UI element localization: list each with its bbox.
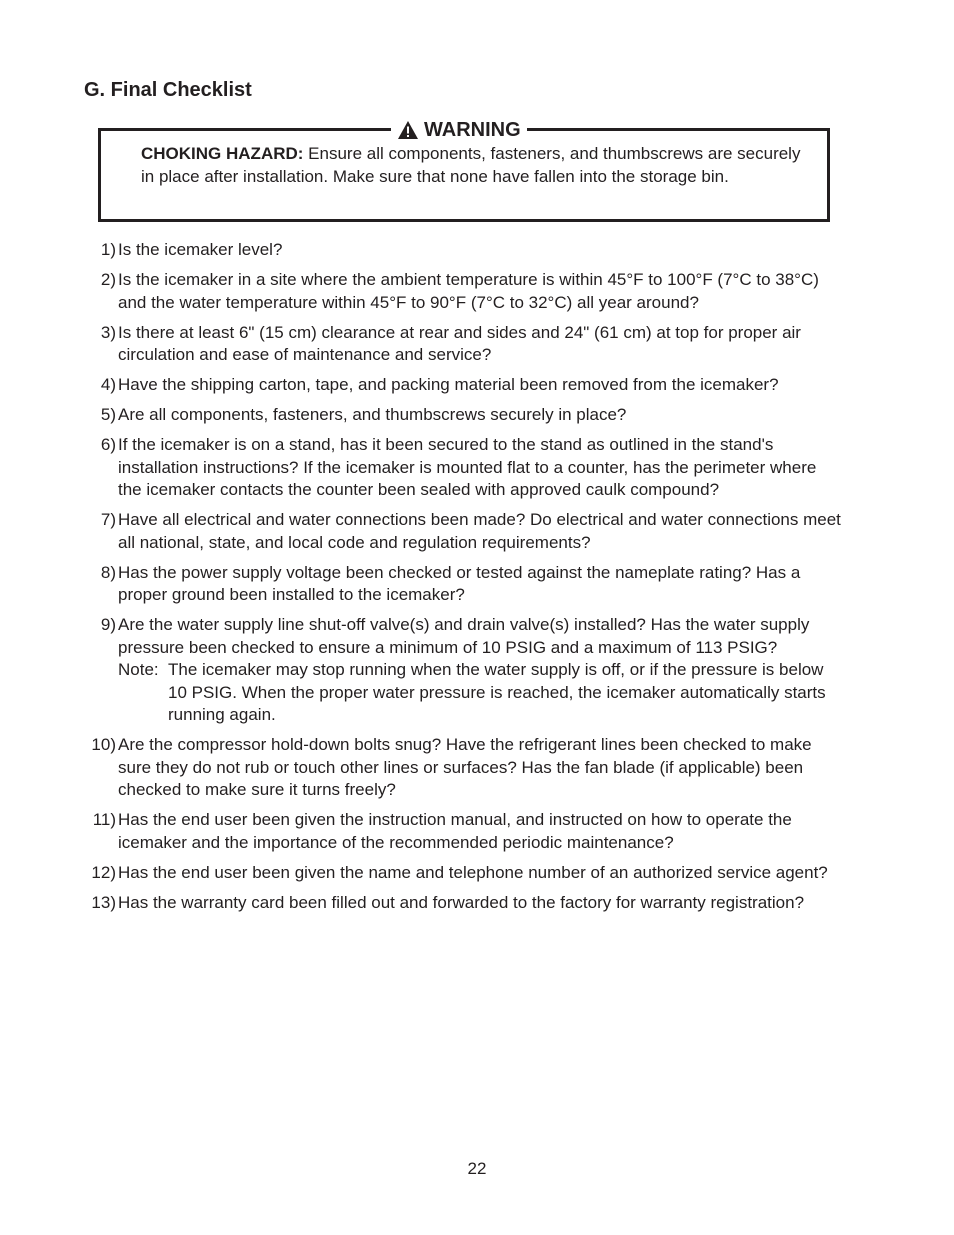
item-number: 3) [100,322,116,342]
checklist-item [84,892,844,915]
hazard-label: CHOKING HAZARD: [141,144,304,163]
item-number: 9) [100,615,116,634]
checklist-item [84,404,844,427]
item-number: 12) [91,862,116,882]
note-label: Note: [118,660,159,679]
item-number: 1) [100,240,116,259]
item-text: Have all electrical and water connections been made? Do electrical and water connections meet all national, state, and local code and regulation requirements? [118,510,841,552]
item-text: Is there at least 6" (15 cm) clearance at rear and sides and 24" (61 cm) at top for proper air circulation and ease of maintenance and service? [118,322,801,364]
checklist-item [84,734,844,802]
note-text: The icemaker may stop running when the water supply is off, or if the pressure is below 10 PSIG. When the proper water pressure is reached, the icemaker automatically starts running again. [168,660,826,724]
checklist-item [84,239,844,262]
checklist-item [84,509,844,554]
section-title: G. Final Checklist [84,79,252,101]
item-number: 7) [100,510,116,529]
item-number: 8) [100,562,116,582]
warning-box [98,119,830,222]
item-text: Have the shipping carton, tape, and packing material been removed from the icemaker? [118,375,779,394]
item-text: Are the water supply line shut-off valve(s) and drain valve(s) installed? Has the water supply pressure been checked to ensure a minimum of 10 PSIG and a maximum of 113 PSIG? [118,615,810,657]
item-number: 2) [100,270,116,289]
checklist-item [84,374,844,397]
item-text: Has the end user been given the instruction manual, and instructed on how to operate the icemaker and the importance of the recommended periodic maintenance? [118,810,792,852]
item-number: 6) [100,435,116,454]
item-number: 13) [91,892,116,912]
checklist-item [84,269,844,314]
warning-text [141,143,811,188]
checklist-item [84,809,844,854]
checklist-item [84,862,844,885]
item-text: Is the icemaker in a site where the ambient temperature is within 45°F to 100°F (7°C to 38°C) and the water temperature within 45°F to 90°F (7°C to 32°C) all year around? [118,270,819,312]
page-number: 22 [467,1159,487,1178]
final-checklist [84,239,844,922]
checklist-item [84,434,844,502]
checklist-item [84,562,844,607]
item-text: Are all components, fasteners, and thumbscrews securely in place? [118,405,627,424]
item-text: Has the end user been given the name and telephone number of an authorized service agent? [118,862,828,882]
item-text: Has the warranty card been filled out and forwarded to the factory for warranty registration? [118,892,805,912]
item-number: 10) [91,735,116,754]
item-text: Is the icemaker level? [118,240,283,259]
item-text: Has the power supply voltage been checked or tested against the nameplate rating? Has a proper ground been installed to the icemaker? [118,562,801,604]
hazard-description: Ensure all components, fasteners, and thumbscrews are securely in place after installation. Make sure that none have fallen into the storage bin. [141,144,801,186]
warning-title: WARNING [424,119,521,141]
item-number: 4) [100,375,116,394]
warning-triangle-icon [397,120,419,140]
warning-header [391,118,527,142]
item-text: If the icemaker is on a stand, has it been secured to the stand as outlined in the stand's installation instructions? If the icemaker is mounted flat to a counter, has the perimeter where the icemaker contacts the counter been sealed with approved caulk compound? [118,435,817,499]
checklist-item [84,322,844,367]
item-text: Are the compressor hold-down bolts snug? Have the refrigerant lines been checked to make sure they do not rub or touch other lines or surfaces? Has the fan blade (if applicable) been checked to make sure it turns freely? [118,735,812,799]
item-number: 11) [92,810,116,829]
item-number: 5) [100,405,116,424]
checklist-item [84,614,844,727]
note [118,659,844,727]
